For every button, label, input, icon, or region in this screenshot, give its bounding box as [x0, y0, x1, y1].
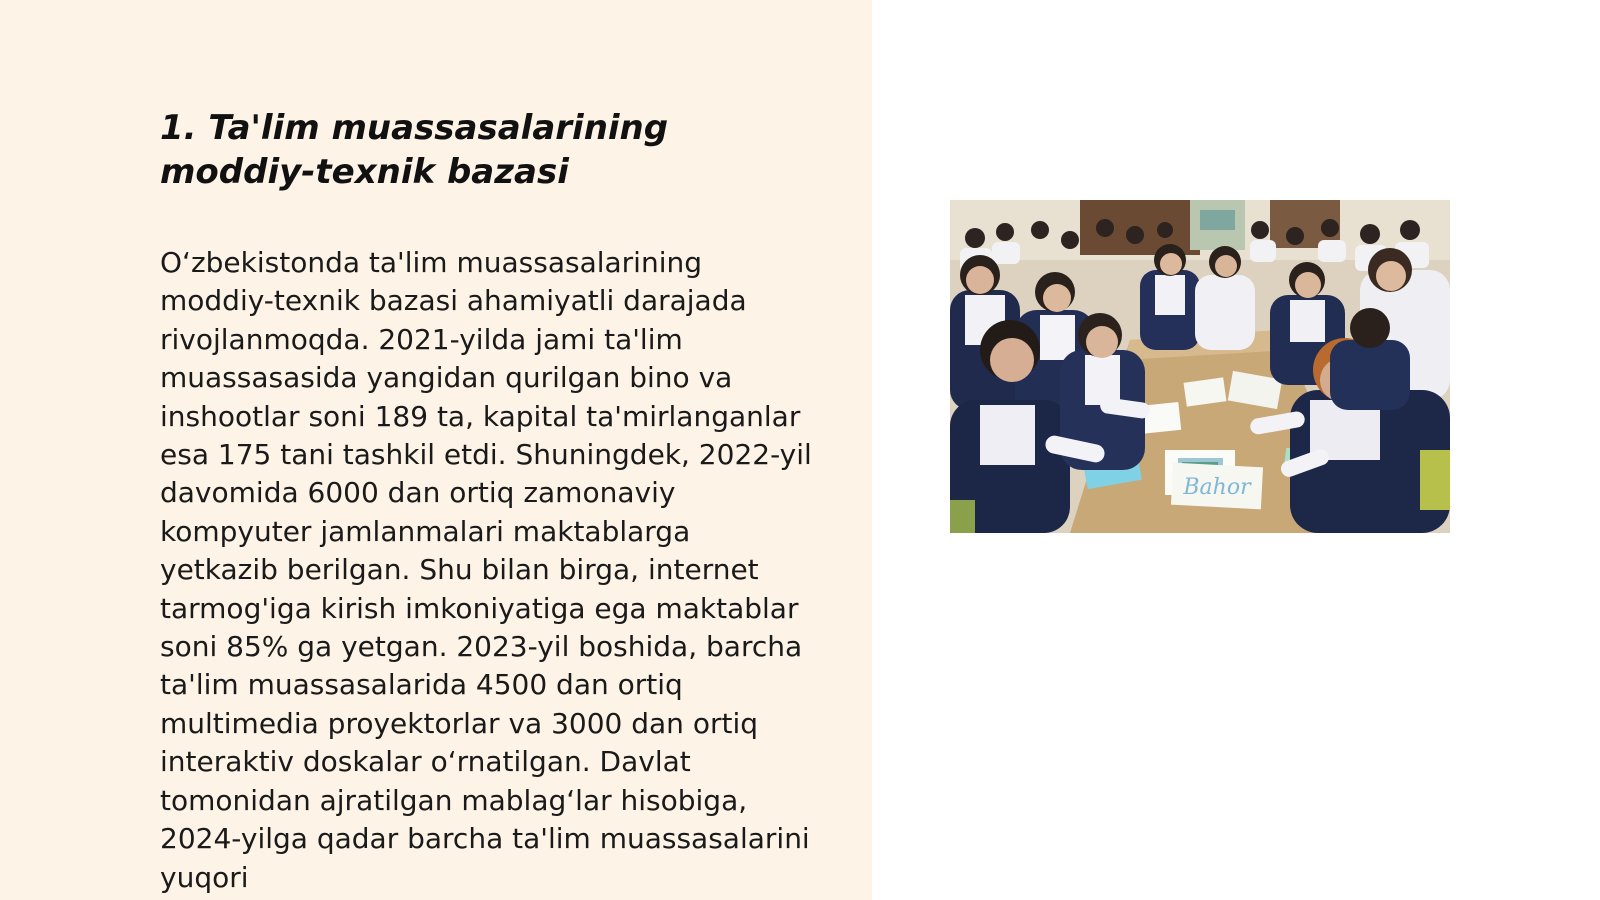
classroom-photo [950, 200, 1450, 533]
bahor-card-text: Bahor [1183, 475, 1251, 500]
slide-body-text: O‘zbekistonda ta'lim muassasalarining moddiy-texnik bazasi ahamiyatli darajada rivojlanmoqda. 2021-yilda jami ta'lim muassasasida yangidan qurilgan bino va inshootlar soni 189 ta, kapital ta'mirlanganlar esa 175 tani tashkil etdi. Shuningdek, 2022-yil davomida 6000 dan ortiq zamonaviy kompyuter jamlanmalari maktablarga yetkazib berilgan. Shu bilan birga, internet tarmog'iga kirish imkoniyatiga ega maktablar soni 85% ga yetgan. 2023-yil boshida, barcha ta'lim muassasalarida 4500 dan ortiq multimedia proyektorlar va 3000 dan ortiq interaktiv doskalar o‘rnatilgan. Davlat tomonidan ajratilgan mablag‘lar hisobiga, 2024-yilga qadar barcha ta'lim muassasalarini yuqori [160, 246, 812, 894]
slide-title: 1. Ta'lim muassasalarining moddiy-texnik bazasi [160, 108, 669, 192]
